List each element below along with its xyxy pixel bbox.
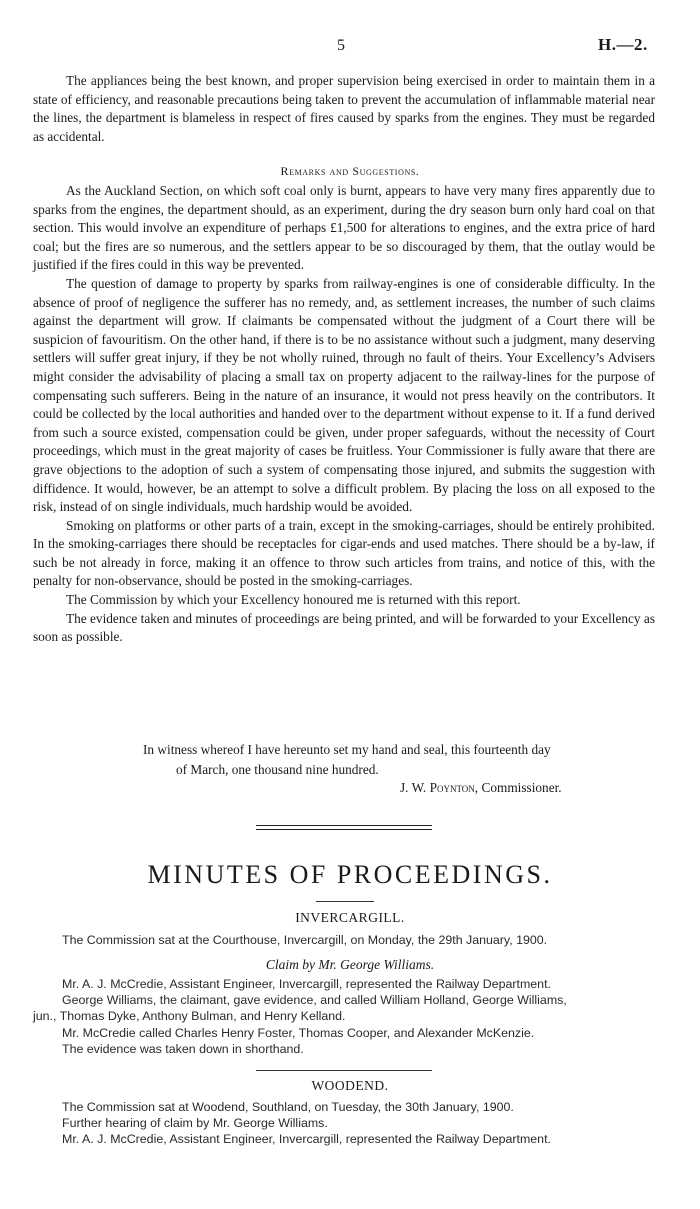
section-divider-middle — [256, 1070, 432, 1071]
minutes-line: Mr. A. J. McCredie, Assistant Engineer, Invercargill, represented the Railway Department. — [62, 1132, 551, 1147]
page-number: 5 — [337, 37, 345, 54]
signature-line — [400, 780, 562, 796]
minutes-line: George Williams, the claimant, gave evidence, and called William Holland, George Williams, — [62, 993, 567, 1008]
remarks-paragraph: As the Auckland Section, on which soft coal only is burnt, appears to have very many fires apparently due to sparks from the engines, the department should, as an experiment, during the dry season burn only hard coal on that section. This would involve an expenditure of perhaps £1,500 for alterations to engines, and the extra price of hard coal; but the fires are so numerous, and the settlers appear to be so discouraged by them, that the outlay would be justified if the fires could in this way be prevented. — [33, 183, 655, 273]
remarks-paragraph: The Commission by which your Excellency honoured me is returned with this report. — [66, 592, 521, 608]
opening-paragraph: The appliances being the best known, and proper supervision being exercised in order to maintain them in a state of efficiency, and reasonable precautions being taken to prevent the accumulation of inflammable material near the lines, the department is blameless in respect of fires caused by sparks from the engines. They must be regarded as accidental. — [33, 73, 655, 144]
minutes-line: Mr. McCredie called Charles Henry Foster, Thomas Cooper, and Alexander McKenzie. — [62, 1025, 535, 1040]
minutes-line: jun., Thomas Dyke, Anthony Bulman, and Henry Kelland. — [33, 1009, 346, 1024]
invercargill-details — [33, 976, 682, 1057]
signature-initials: J. W. — [400, 780, 427, 795]
remarks-paragraph: The question of damage to property by sparks from railway-engines is one of considerable difficulty. In the absence of proof of negligence the sufferer has no remedy, and, as settlement increases, the number of such claims against the department will grow. If claimants be compensated without the judgment of a Court there will be suspicion of favouritism. On the other hand, if there is to be no assistance without such a judgment, many deserving settlers will suffer great injury, if they be not wholly ruined, through no fault of theirs. Your Excellency’s Advisers might consider the advisability of placing a small tax on property adjacent to the railway-lines for the purpose of compensating such sufferers. Being in the nature of an insurance, it would not press heavily on the contributors. It could be collected by the local authorities and handed over to the department without expense to it. If a fund derived from such a source existed, compensation could be given, under proper safeguards, without the necessity of Court proceedings, which must in the great majority of cases be fruitless. Your Commissioner is fully aware that there are grave objections to the adoption of such a system of compensating those injured, and submits the suggestion with diffidence. It would, however, be an attempt to solve a difficult problem. By placing the loss on all exposed to the risk, instead of on single individuals, much hardship would be avoided. — [33, 275, 655, 515]
minutes-title: MINUTES OF PROCEEDINGS. — [147, 860, 553, 889]
section-divider-top — [256, 825, 432, 826]
opening-paragraph-block — [33, 72, 655, 146]
minutes-line: The Commission sat at Woodend, Southland, on Tuesday, the 30th January, 1900. — [62, 1100, 514, 1114]
witness-line-2: of March, one thousand nine hundred. — [176, 762, 379, 777]
invercargill-sitting — [62, 932, 662, 948]
minutes-line: The evidence was taken down in shorthand. — [62, 1041, 304, 1056]
place-heading-invercargill: INVERCARGILL. — [295, 910, 405, 925]
remarks-block — [33, 182, 655, 647]
place-heading-woodend: WOODEND. — [311, 1078, 389, 1093]
witness-line-1: In witness whereof I have hereunto set my hand and seal, this fourteenth day — [143, 742, 551, 757]
section-divider-bottom — [256, 829, 432, 830]
remarks-paragraph: Smoking on platforms or other parts of a train, except in the smoking-carriages, should be entirely prohibited. In the smoking-carriages there should be receptacles for cigar-ends and used matches. There should be a by-law, if such be not already in force, making it an offence to throw such articles from trains, and notice of this, with the penalty for non-observance, should be posted in the smoking-carriages. — [33, 517, 655, 589]
title-underline — [316, 901, 374, 902]
sitting-statement: The Commission sat at the Courthouse, Invercargill, on Monday, the 29th January, 1900. — [62, 933, 548, 947]
minutes-line: Mr. A. J. McCredie, Assistant Engineer, Invercargill, represented the Railway Department. — [62, 977, 551, 991]
signature-name: Poynton, — [429, 780, 479, 795]
remarks-paragraph: The evidence taken and minutes of proceedings are being printed, and will be forwarded to your Excellency as soon as possible. — [33, 610, 655, 645]
remarks-heading: Remarks and Suggestions. — [280, 164, 420, 178]
claim-heading: Claim by Mr. George Williams. — [265, 957, 435, 972]
document-reference: H.—2. — [598, 35, 648, 54]
minutes-line: Further hearing of claim by Mr. George Williams. — [62, 1116, 328, 1131]
signature-title: Commissioner. — [481, 780, 562, 795]
woodend-details — [62, 1099, 682, 1148]
